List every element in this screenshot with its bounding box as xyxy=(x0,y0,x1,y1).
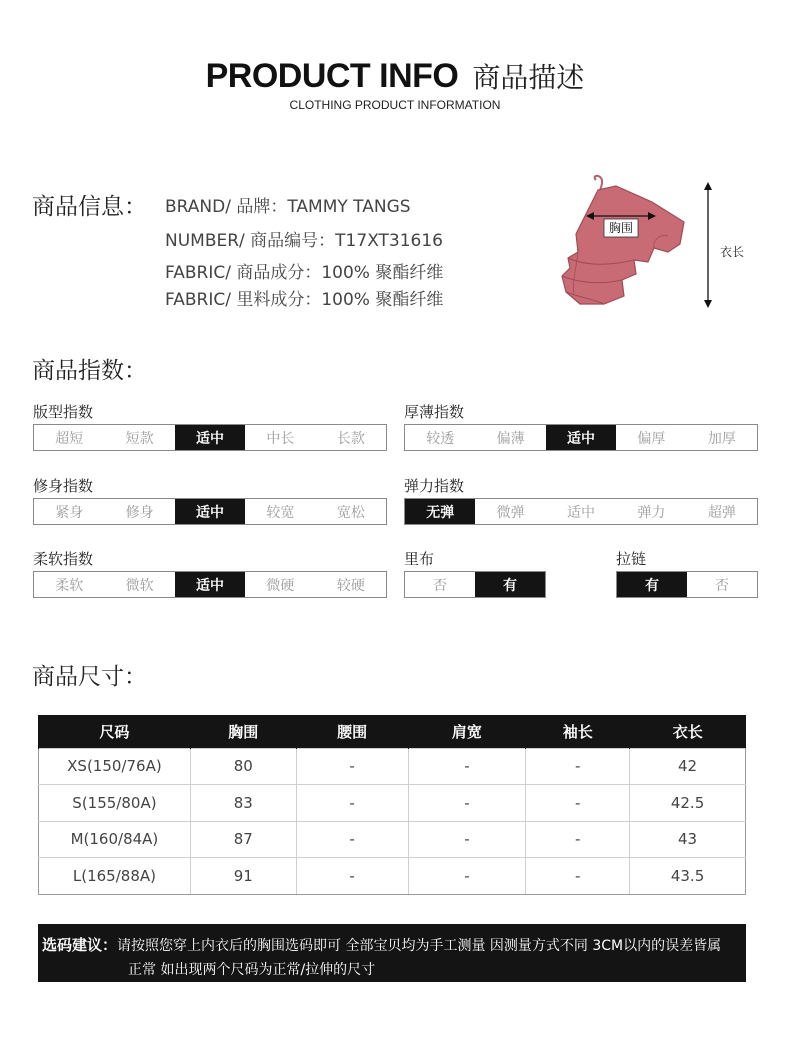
measurement-cell: 42.5 xyxy=(630,785,746,822)
thickness-index-scale xyxy=(404,424,758,451)
fit-index-option: 超短 xyxy=(55,430,84,447)
table-row xyxy=(39,858,746,895)
elasticity-index-option: 弹力 xyxy=(637,504,666,521)
measurement-cell: 80 xyxy=(190,748,296,785)
slim-index-option-selected: 适中 xyxy=(175,499,245,524)
garment-diagram xyxy=(556,174,756,314)
measurement-cell: - xyxy=(526,821,630,858)
measurement-cell: - xyxy=(408,821,526,858)
lining-index-scale xyxy=(404,571,546,598)
size-table-header xyxy=(39,715,746,748)
size-cell: XS(150/76A) xyxy=(39,748,191,785)
measurement-cell: - xyxy=(296,748,408,785)
dress-shape xyxy=(562,186,684,304)
measurement-cell: 87 xyxy=(190,821,296,858)
title-english: PRODUCT INFO xyxy=(205,57,459,95)
softness-index-scale xyxy=(33,571,387,598)
title-chinese: 商品描述 xyxy=(472,61,585,94)
measurement-cell: - xyxy=(526,858,630,895)
measurement-cell: - xyxy=(408,785,526,822)
elasticity-index-option-selected: 无弹 xyxy=(405,499,475,524)
elasticity-index-title: 弹力指数 xyxy=(404,477,465,495)
measurement-cell: - xyxy=(526,748,630,785)
slim-index-option: 修身 xyxy=(125,504,154,521)
measurement-cell: 42 xyxy=(630,748,746,785)
chest-label: 胸围 xyxy=(608,221,634,235)
column-header: 尺码 xyxy=(39,715,191,748)
lining-fabric-line: FABRIC/ 里料成分：100% 聚酯纤维 xyxy=(165,290,444,310)
thickness-index-option: 偏薄 xyxy=(496,430,525,447)
sizes-label: 商品尺寸： xyxy=(32,664,147,690)
lining-index-title: 里布 xyxy=(404,550,435,568)
softness-index-option: 微软 xyxy=(125,577,154,594)
zipper-index-option-selected: 有 xyxy=(617,572,687,597)
measurement-cell: 43.5 xyxy=(630,858,746,895)
measurement-cell: - xyxy=(296,821,408,858)
slim-index-option: 较宽 xyxy=(266,504,295,521)
size-table xyxy=(38,715,746,895)
zipper-index-title: 拉链 xyxy=(616,550,647,568)
measurement-cell: - xyxy=(296,785,408,822)
measurement-cell: 83 xyxy=(190,785,296,822)
zipper-index-scale xyxy=(616,571,758,598)
measurement-cell: - xyxy=(296,858,408,895)
elasticity-index-option: 适中 xyxy=(567,504,596,521)
measurement-cell: 43 xyxy=(630,821,746,858)
column-header: 肩宽 xyxy=(408,715,526,748)
slim-index-scale xyxy=(33,498,387,525)
softness-index-option-selected: 适中 xyxy=(175,572,245,597)
number-line: NUMBER/ 商品编号：T17XT31616 xyxy=(165,231,444,251)
size-cell: S(155/80A) xyxy=(39,785,191,822)
fit-index-option: 短款 xyxy=(125,430,154,447)
fit-index-scale xyxy=(33,424,387,451)
size-cell: M(160/84A) xyxy=(39,821,191,858)
advice-line-2: 正常 如出现两个尺码为正常/拉伸的尺寸 xyxy=(128,962,376,978)
fit-index-option: 长款 xyxy=(336,430,365,447)
softness-index-option: 柔软 xyxy=(55,577,84,594)
measurement-cell: - xyxy=(408,748,526,785)
slim-index-option: 宽松 xyxy=(336,504,365,521)
indices-label: 商品指数： xyxy=(32,358,147,384)
page-subtitle: CLOTHING PRODUCT INFORMATION xyxy=(289,98,501,112)
softness-index-option: 微硬 xyxy=(266,577,295,594)
thickness-index-option: 较透 xyxy=(426,430,455,447)
size-advice-box xyxy=(38,924,746,982)
table-row xyxy=(39,748,746,785)
thickness-index-option: 偏厚 xyxy=(637,430,666,447)
advice-title: 选码建议： xyxy=(42,936,118,954)
table-row xyxy=(39,785,746,822)
fit-index-option-selected: 适中 xyxy=(175,425,245,450)
measurement-cell: - xyxy=(408,858,526,895)
column-header: 腰围 xyxy=(296,715,408,748)
brand-line: BRAND/ 品牌：TAMMY TANGS xyxy=(165,197,411,217)
softness-index-title: 柔软指数 xyxy=(33,550,94,568)
page-title xyxy=(0,56,790,96)
lining-index-option: 否 xyxy=(433,577,447,594)
lining-index-option-selected: 有 xyxy=(475,572,545,597)
dress-illustration xyxy=(556,174,756,314)
fabric-line: FABRIC/ 商品成分：100% 聚酯纤维 xyxy=(165,263,444,283)
column-header: 衣长 xyxy=(630,715,746,748)
size-cell: L(165/88A) xyxy=(39,858,191,895)
length-label: 衣长 xyxy=(719,245,745,259)
zipper-index-option: 否 xyxy=(715,577,729,594)
table-row xyxy=(39,821,746,858)
thickness-index-title: 厚薄指数 xyxy=(404,403,465,421)
softness-index-option: 较硬 xyxy=(336,577,365,594)
elasticity-index-option: 超弹 xyxy=(707,504,736,521)
product-info-label: 商品信息： xyxy=(32,194,147,220)
slim-index-title: 修身指数 xyxy=(33,477,94,495)
thickness-index-option: 加厚 xyxy=(707,430,736,447)
column-header: 袖长 xyxy=(526,715,630,748)
advice-line-1: 请按照您穿上内衣后的胸围选码即可 全部宝贝均为手工测量 因测量方式不同 3CM以内的误差皆属 xyxy=(117,938,722,954)
column-header: 胸围 xyxy=(190,715,296,748)
fit-index-option: 中长 xyxy=(266,430,295,447)
elasticity-index-scale xyxy=(404,498,758,525)
measurement-cell: 91 xyxy=(190,858,296,895)
fit-index-title: 版型指数 xyxy=(33,403,94,421)
slim-index-option: 紧身 xyxy=(55,504,84,521)
measurement-cell: - xyxy=(526,785,630,822)
elasticity-index-option: 微弹 xyxy=(496,504,525,521)
thickness-index-option-selected: 适中 xyxy=(546,425,616,450)
